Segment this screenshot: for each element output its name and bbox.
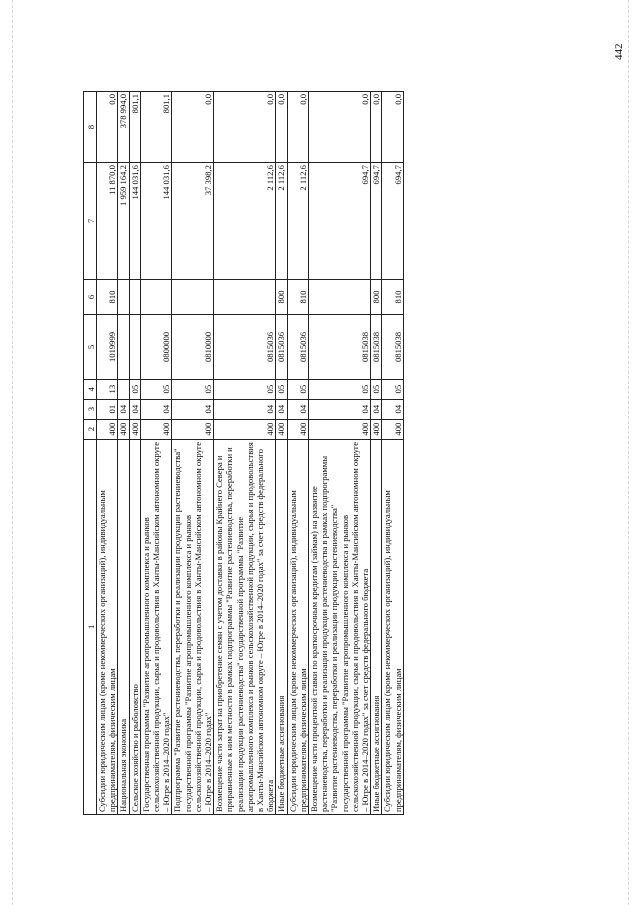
- table-row: [97, 92, 118, 815]
- row-target-article: 1019999: [97, 315, 118, 379]
- row-amount: 694,7: [309, 163, 371, 280]
- page-number: 442: [613, 43, 625, 60]
- row-subsection: 05: [172, 379, 214, 399]
- row-description: Возмещение части затрат на приобретение семян с учетом доставки в районы Крайнего Севера и приравненные к ним местности в рамках подпрограммы "Развитие растениеводства, переработки и реализации продукции растениеводства" государственной программы "Развитие агропромышленного комплекса и рынков сельскохозяйственной продукции, сырья и продовольствия в Ханты-Мансийском автономном округе – Югре в 2014–2020 годах" за счет средств федерального бюджета: [214, 439, 276, 814]
- row-target-article: 0815038: [309, 315, 371, 379]
- row-expense-type: 800: [276, 279, 287, 315]
- header-row: [84, 92, 97, 815]
- table-body: [97, 92, 404, 815]
- row-amount-secondary: 0,0: [287, 92, 308, 163]
- budget-table: [83, 91, 404, 815]
- row-section: 04: [276, 399, 287, 419]
- row-expense-type: [129, 279, 140, 315]
- row-amount-secondary: 0,0: [97, 92, 118, 163]
- row-subsection: 05: [287, 379, 308, 399]
- row-amount: 694,7: [371, 163, 382, 280]
- header-cell: 2: [84, 419, 97, 439]
- table-row: [309, 92, 371, 815]
- table-row: [287, 92, 308, 815]
- row-description: Национальная экономика: [118, 439, 129, 814]
- row-amount: 1 959 164,2: [118, 163, 129, 280]
- table-row: [118, 92, 129, 815]
- row-expense-type: [172, 279, 214, 315]
- row-amount-secondary: 0,0: [382, 92, 403, 163]
- row-target-article: 0810000: [172, 315, 214, 379]
- row-amount-secondary: 378 994,0: [118, 92, 129, 163]
- header-cell: 5: [84, 315, 97, 379]
- row-amount-secondary: 0,0: [276, 92, 287, 163]
- row-description: Субсидии юридическим лицам (кроме некоммерческих организаций), индивидуальным предпринимателям, физическим лицам: [287, 439, 308, 814]
- row-amount-secondary: 0,0: [172, 92, 214, 163]
- row-expense-type: 810: [382, 279, 403, 315]
- header-cell: 8: [84, 92, 97, 163]
- row-description: Иные бюджетные ассигнования: [276, 439, 287, 814]
- row-amount: 144 031,6: [140, 163, 172, 280]
- row-subsection: [118, 379, 129, 399]
- row-admin-code: 400: [371, 419, 382, 439]
- row-amount: 694,7: [382, 163, 403, 280]
- row-admin-code: 400: [129, 419, 140, 439]
- scan-edge-left: [12, 0, 13, 905]
- rotated-page-content: [83, 91, 567, 815]
- row-section: 04: [287, 399, 308, 419]
- row-section: 04: [214, 399, 276, 419]
- row-description: Подпрограмма "Развитие растениеводства, переработки и реализации продукции растениеводства" государственной программы "Развитие агропромышленного комплекса и рынков сельскохозяйственной продукции, сырья и продовольствия в Ханты-Мансийском автономном округе – Югре в 2014–2020 годах": [172, 439, 214, 814]
- row-admin-code: 400: [276, 419, 287, 439]
- row-amount-secondary: 801,1: [129, 92, 140, 163]
- row-subsection: 13: [97, 379, 118, 399]
- table-row: [172, 92, 214, 815]
- row-expense-type: [309, 279, 371, 315]
- row-subsection: 05: [214, 379, 276, 399]
- row-target-article: 0815036: [276, 315, 287, 379]
- row-target-article: 0815038: [382, 315, 403, 379]
- row-expense-type: [118, 279, 129, 315]
- row-section: 04: [140, 399, 172, 419]
- row-subsection: 05: [129, 379, 140, 399]
- header-cell: 6: [84, 279, 97, 315]
- table-row: [382, 92, 403, 815]
- row-admin-code: 400: [172, 419, 214, 439]
- row-admin-code: 400: [382, 419, 403, 439]
- row-section: 04: [371, 399, 382, 419]
- row-expense-type: [214, 279, 276, 315]
- row-admin-code: 400: [309, 419, 371, 439]
- header-cell: 1: [84, 439, 97, 814]
- row-amount: 2 112,6: [214, 163, 276, 280]
- row-subsection: 05: [371, 379, 382, 399]
- table-row: [371, 92, 382, 815]
- table-row: [214, 92, 276, 815]
- table-row: [129, 92, 140, 815]
- row-admin-code: 400: [140, 419, 172, 439]
- row-amount: 37 398,2: [172, 163, 214, 280]
- row-amount: 11 870,0: [97, 163, 118, 280]
- row-target-article: 0815036: [214, 315, 276, 379]
- row-amount: 2 112,6: [276, 163, 287, 280]
- row-subsection: 05: [382, 379, 403, 399]
- scan-edge-right: [628, 0, 629, 905]
- row-section: 04: [129, 399, 140, 419]
- row-description: Иные бюджетные ассигнования: [371, 439, 382, 814]
- row-amount-secondary: 0,0: [309, 92, 371, 163]
- row-subsection: 05: [309, 379, 371, 399]
- table-row: [140, 92, 172, 815]
- row-description: Возмещение части процентной ставки по краткосрочным кредитам (займам) на развитие растениеводства, переработки и реализации продукции растениеводства в рамках подпрограммы "Развитие растениеводства, переработки и реализации продукции растениеводства" государственной программы "Развитие агропромышленного комплекса и рынков сельскохозяйственной продукции, сырья и продовольствия в Ханты-Мансийском автономном округе – Югре в 2014–2020 годах" за счет средств федерального бюджета: [309, 439, 371, 814]
- row-subsection: 05: [276, 379, 287, 399]
- row-amount-secondary: 0,0: [371, 92, 382, 163]
- row-expense-type: 800: [371, 279, 382, 315]
- row-amount-secondary: 0,0: [214, 92, 276, 163]
- header-cell: 4: [84, 379, 97, 399]
- header-cell: 7: [84, 163, 97, 280]
- row-expense-type: [140, 279, 172, 315]
- row-target-article: 0815038: [371, 315, 382, 379]
- row-section: 04: [172, 399, 214, 419]
- row-section: 04: [118, 399, 129, 419]
- row-target-article: [129, 315, 140, 379]
- table-row: [276, 92, 287, 815]
- row-section: 01: [97, 399, 118, 419]
- row-expense-type: 810: [287, 279, 308, 315]
- row-amount: 2 112,6: [287, 163, 308, 280]
- row-target-article: 0800000: [140, 315, 172, 379]
- row-description: Субсидии юридическим лицам (кроме некоммерческих организаций), индивидуальным предпринимателям, физическим лицам: [382, 439, 403, 814]
- row-expense-type: 810: [97, 279, 118, 315]
- row-description: Государственная программа "Развитие агропромышленного комплекса и рынков сельскохозяйственной продукции, сырья и продовольствия в Ханты-Мансийском автономном округе – Югре в 2014–2020 годах": [140, 439, 172, 814]
- row-admin-code: 400: [118, 419, 129, 439]
- row-amount-secondary: 801,1: [140, 92, 172, 163]
- row-amount: 144 031,6: [129, 163, 140, 280]
- row-admin-code: 400: [287, 419, 308, 439]
- row-admin-code: 400: [214, 419, 276, 439]
- row-target-article: 0815036: [287, 315, 308, 379]
- row-section: 04: [382, 399, 403, 419]
- row-subsection: 05: [140, 379, 172, 399]
- row-admin-code: 400: [97, 419, 118, 439]
- row-description: Субсидии юридическим лицам (кроме некоммерческих организаций), индивидуальным предпринимателям, физическим лицам: [97, 439, 118, 814]
- row-description: Сельское хозяйство и рыболовство: [129, 439, 140, 814]
- row-target-article: [118, 315, 129, 379]
- row-section: 04: [309, 399, 371, 419]
- header-cell: 3: [84, 399, 97, 419]
